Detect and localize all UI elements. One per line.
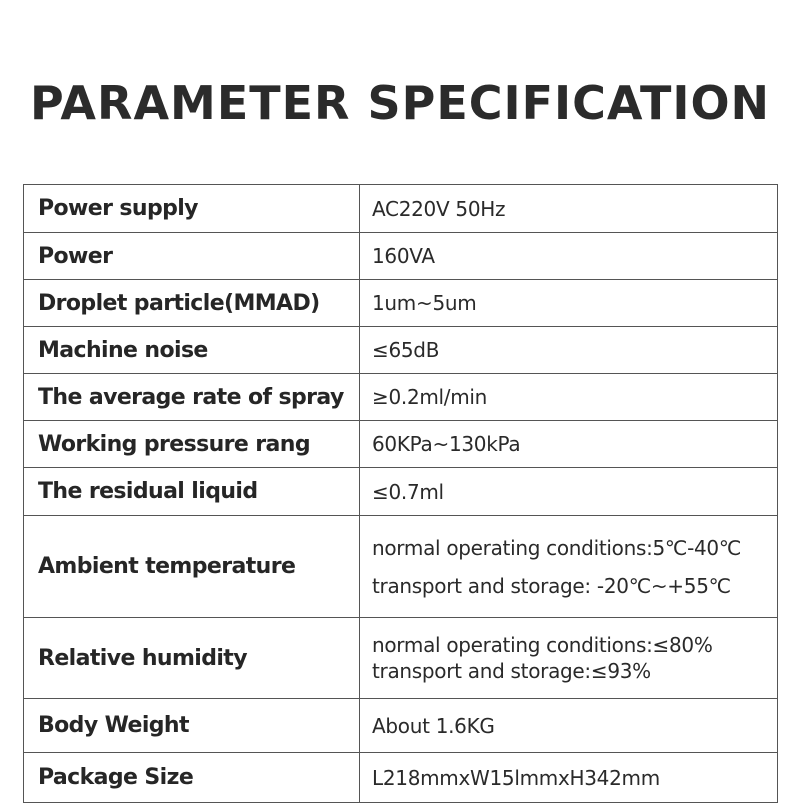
spec-value-line: AC220V 50Hz [372, 196, 506, 221]
spec-label: Power [23, 233, 360, 279]
spec-value-line: normal operating conditions:5℃-40℃ [372, 535, 742, 560]
spec-value-line: L218mmxW15lmmxH342mm [372, 765, 660, 790]
spec-row-ambient-temperature [23, 516, 778, 618]
spec-label: Package Size [23, 753, 360, 802]
spec-label: Body Weight [23, 699, 360, 752]
spec-value [360, 233, 778, 279]
spec-label: Power supply [23, 185, 360, 232]
spec-value [360, 618, 778, 698]
spec-row-machine-noise [23, 327, 778, 374]
spec-value-line: ≤65dB [372, 338, 440, 362]
spec-table [23, 184, 778, 803]
spec-row-residual-liquid [23, 468, 778, 516]
spec-value-line: transport and storage: -20℃~+55℃ [372, 573, 731, 598]
spec-value-line: normal operating conditions:≤80% [372, 633, 713, 657]
spec-value [360, 699, 778, 752]
spec-label: Machine noise [23, 327, 360, 373]
spec-value [360, 468, 778, 515]
spec-value [360, 421, 778, 467]
spec-value [360, 516, 778, 617]
spec-value-line: 1um~5um [372, 291, 477, 315]
spec-row-body-weight [23, 699, 778, 753]
spec-row-power [23, 233, 778, 280]
spec-row-droplet-particle [23, 280, 778, 327]
spec-value-line: ≥0.2ml/min [372, 385, 488, 409]
spec-value [360, 374, 778, 420]
spec-row-working-pressure [23, 421, 778, 468]
spec-value-line: ≤0.7ml [372, 479, 444, 504]
spec-value [360, 185, 778, 232]
page-title: PARAMETER SPECIFICATION [29, 76, 771, 130]
spec-value-line: 160VA [372, 244, 435, 268]
spec-row-package-size [23, 753, 778, 803]
spec-value [360, 327, 778, 373]
spec-row-power-supply [23, 185, 778, 233]
spec-label: Droplet particle(MMAD) [23, 280, 360, 326]
spec-value [360, 753, 778, 802]
spec-label: The average rate of spray [23, 374, 360, 420]
spec-value [360, 280, 778, 326]
spec-label: Working pressure rang [23, 421, 360, 467]
spec-value-line: About 1.6KG [372, 713, 495, 738]
spec-value-line: 60KPa~130kPa [372, 432, 521, 456]
spec-value-line: transport and storage:≤93% [372, 659, 651, 683]
spec-row-relative-humidity [23, 618, 778, 699]
spec-row-spray-rate [23, 374, 778, 421]
spec-label: The residual liquid [23, 468, 360, 515]
spec-label: Ambient temperature [23, 516, 360, 617]
spec-label: Relative humidity [23, 618, 360, 698]
